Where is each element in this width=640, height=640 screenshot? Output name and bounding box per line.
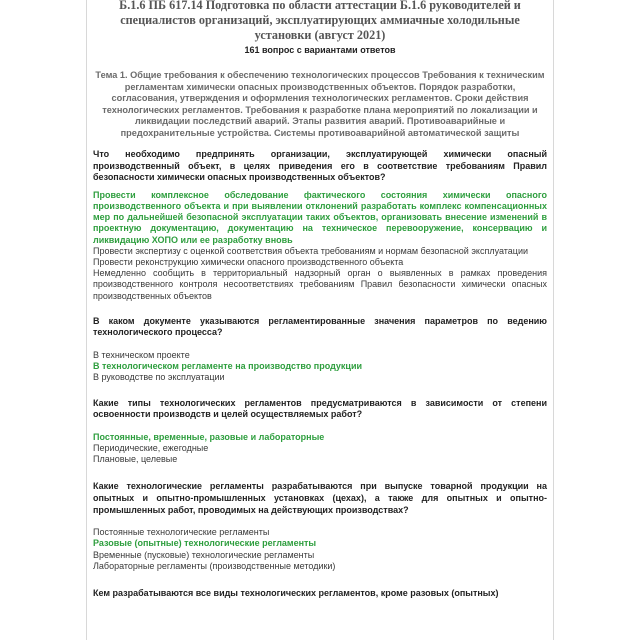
answer-list-2 (91, 350, 549, 384)
question-1: Что необходимо предпринять организации, эксплуатирующей химически опасный производственный объект, в целях приведения его в соответствие требованиям Правил безопасности химически опасных производственных объектов? (93, 149, 547, 183)
question-2: В каком документе указываются регламентированные значения параметров по ведению технологического процесса? (93, 315, 547, 338)
question-4: Какие технологические регламенты разрабатываются при выпуске товарной продукции на опытных и опытно-промышленных установках (цехах), а также для опытных и опытно-промышленных работ, проводимых на действующих производствах? (93, 481, 547, 515)
answer-option: В руководстве по эксплуатации (93, 372, 225, 383)
document-title: Б.1.6 ПБ 617.14 Подготовка по области аттестации Б.1.6 руководителей и специалистов организаций, эксплуатирующих аммиачные холодильные установки (август 2021) (119, 0, 521, 42)
answer-list-3 (91, 432, 549, 466)
answer-list-1 (91, 190, 549, 302)
topic-heading: Тема 1. Общие требования к обеспечению технологических процессов Требования к техническим регламентам химически опасных производственных объектов. Порядок разработки, согласования, утверждения и оформления технологических регламентов. Сроки действия технологических регламентов. Требования к разработке плана мероприятий по локализации и ликвидации последствий аварий. Этапы развития аварий. Противоаварийные и предохранительные устройства. Системы противоаварийной автоматической защиты (95, 70, 545, 138)
answer-option: Немедленно сообщить в территориальный надзорный орган о выявленных в рамках проведения производственного контроля несоответствиях требованиям Правил безопасности химически опасных производственных объектов (93, 268, 547, 301)
answer-option: Плановые, целевые (93, 454, 178, 465)
answer-option: Временные (пусковые) технологические регламенты (93, 549, 315, 560)
document-subtitle: 161 вопрос с вариантами ответов (244, 45, 396, 55)
answer-option: Периодические, ежегодные (93, 443, 209, 453)
answer-option: Провести реконструкцию химически опасного производственного объекта (93, 257, 404, 267)
question-5: Кем разрабатываются все виды технологических регламентов, кроме разовых (опытных) (93, 588, 499, 598)
answer-list-4 (91, 527, 549, 572)
answer-option: Провести экспертизу с оценкой соответствия объекта требованиям и нормам безопасной эксплуатации (93, 245, 529, 256)
answer-option: В техническом проекте (93, 350, 190, 360)
question-3: Какие типы технологических регламентов предусматриваются в зависимости от степени освоенности производств и целей осуществляемых работ? (93, 397, 547, 420)
answer-option-correct: Разовые (опытные) технологические регламенты (93, 538, 317, 549)
answer-option-correct: Провести комплексное обследование фактического состояния химически опасного производственного объекта и при выявлении отклонений разработать комплекс компенсационных мер по дальнейшей безопасной эксплуатации таких объектов, организовать внесение изменений в проектную документацию, документацию на техническое перевооружение, консервацию и ликвидацию ХОПО или ее разработку вновь (93, 189, 547, 245)
answer-option-correct: В технологическом регламенте на производство продукции (93, 361, 363, 372)
answer-option-correct: Постоянные, временные, разовые и лабораторные (93, 431, 325, 442)
document-page (86, 0, 554, 640)
answer-option: Лабораторные регламенты (производственные методики) (93, 560, 336, 571)
answer-option: Постоянные технологические регламенты (93, 527, 270, 538)
